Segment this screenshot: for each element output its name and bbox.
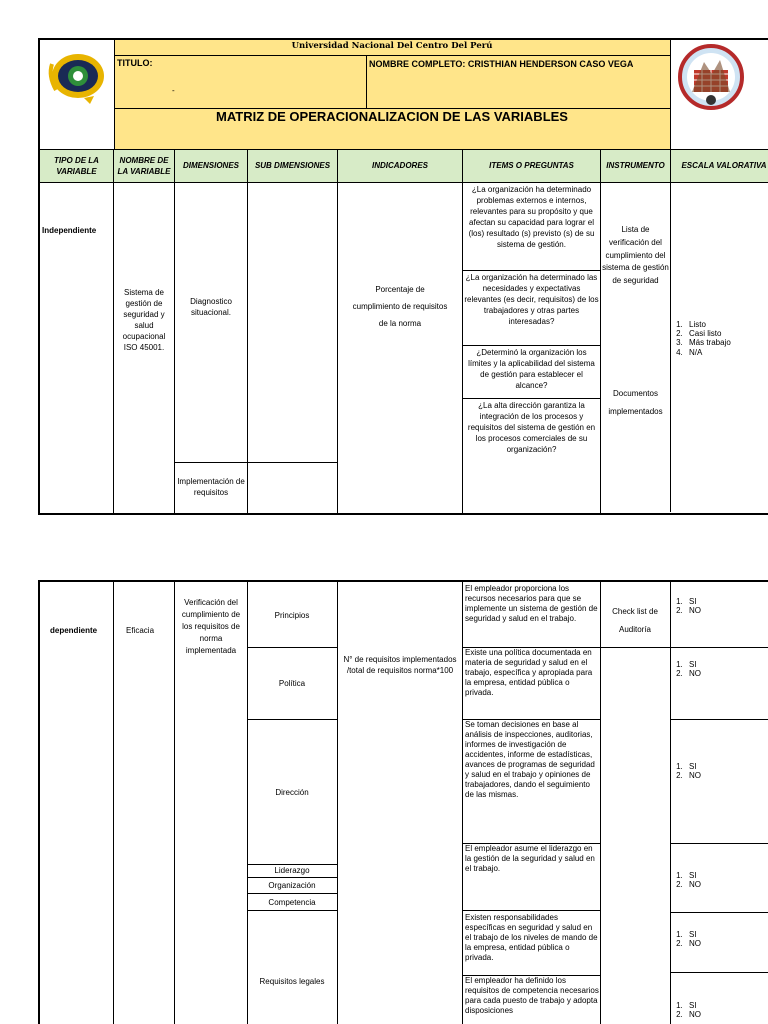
col-escala: ESCALA VALORATIVA bbox=[670, 150, 768, 183]
university-logo bbox=[44, 46, 108, 106]
col-dimensiones: DIMENSIONES bbox=[174, 150, 247, 183]
item-2: ¿La organización ha determinado las necesidades y expectativas relevantes (es decir, requisitos) de los trabajadores y otras partes interesadas? bbox=[464, 273, 599, 327]
escala-item: 1. Listo bbox=[685, 320, 768, 329]
university-name: Universidad Nacional Del Centro Del Perú bbox=[291, 41, 493, 51]
dimension-verificacion: Verificación del cumplimiento de los requisitos de norma implementada bbox=[181, 598, 241, 655]
escala-si: 1. SI bbox=[685, 1001, 701, 1010]
dimension-implementacion: Implementación de requisitos bbox=[177, 477, 245, 498]
col-items: ITEMS O PREGUNTAS bbox=[462, 150, 600, 183]
col-indicadores: INDICADORES bbox=[337, 150, 462, 183]
indicador: Porcentaje de cumplimiento de requisitos de la norma bbox=[352, 285, 448, 328]
escala-no: 2. NO bbox=[685, 1010, 701, 1019]
subdim-organizacion: Organización bbox=[268, 881, 316, 890]
escala-item: 2. Casi listo bbox=[685, 329, 768, 338]
escala-no: 2. NO bbox=[685, 606, 701, 615]
tipo-variable-2: dependiente bbox=[50, 626, 98, 635]
escala-item: 4. N/A bbox=[685, 348, 768, 357]
titulo-label: TITULO: bbox=[117, 58, 153, 68]
indicador-2: N° de requisitos implementados /total de requisitos norma*100 bbox=[343, 655, 457, 676]
escala-si: 1. SI bbox=[685, 660, 701, 669]
escala-no: 2. NO bbox=[685, 771, 701, 780]
instrumento-lista: Lista de verificación del cumplimiento del sistema de gestión de seguridad bbox=[602, 225, 669, 286]
escala-block bbox=[674, 762, 701, 780]
nombre-variable: Sistema de gestión de seguridad y salud ocupacional ISO 45001. bbox=[122, 288, 166, 353]
subdim-politica: Política bbox=[278, 679, 306, 688]
tipo-variable: Independiente bbox=[42, 226, 97, 235]
item2-4: El empleador asume el liderazgo en la gestión de la seguridad y salud en el trabajo. bbox=[465, 844, 595, 873]
subdim-requisitos-legales: Requisitos legales bbox=[259, 977, 325, 986]
escala-item: 3. Más trabajo bbox=[685, 338, 768, 347]
item2-1: El empleador proporciona los recursos necesarios para que se implemente un sistema de gestión de seguridad y salud en el trabajo. bbox=[465, 584, 598, 623]
col-tipo: TIPO DE LA VARIABLE bbox=[54, 155, 99, 176]
escala-no: 2. NO bbox=[685, 669, 701, 678]
item2-6: El empleador ha definido los requisitos de competencia necesarios para cada puesto de trabajo y adopta disposiciones bbox=[465, 976, 599, 1015]
escala-block bbox=[674, 871, 701, 889]
item2-2: Existe una política documentada en materia de seguridad y salud en el trabajo, específica y apropiada para la empresa, entidad pública o privada. bbox=[465, 648, 593, 697]
instrumento-documentos: Documentos implementados bbox=[608, 389, 663, 417]
escala-valorativa bbox=[674, 320, 768, 357]
escala-si: 1. SI bbox=[685, 762, 701, 771]
escala-si: 1. SI bbox=[685, 597, 701, 606]
col-subdimensiones: SUB DIMENSIONES bbox=[247, 150, 337, 183]
item-4: ¿La alta dirección garantiza la integración de los procesos y requisitos del sistema de gestión en los procesos comerciales de su organización? bbox=[467, 401, 596, 455]
subdim-competencia: Competencia bbox=[268, 898, 316, 907]
item-1: ¿La organización ha determinado problemas externos e internos, relevantes para su propósito y que afectan su capacidad para lograr el (los) resultado (s) previsto (s) de su sistema de gestión. bbox=[468, 185, 595, 250]
escala-si: 1. SI bbox=[685, 871, 701, 880]
escala-no: 2. NO bbox=[685, 939, 701, 948]
escala-block bbox=[674, 597, 701, 615]
faculty-seal bbox=[674, 44, 748, 110]
page-title: MATRIZ DE OPERACIONALIZACION DE LAS VARIABLES bbox=[216, 109, 568, 124]
escala-block bbox=[674, 660, 701, 678]
item-3: ¿Determinó la organización los límites y la aplicabilidad del sistema de gestión para establecer el alcance? bbox=[468, 348, 595, 391]
dimension-diagnostico: Diagnostico situacional. bbox=[190, 297, 232, 318]
item2-3: Se toman decisiones en base al análisis de inspecciones, auditorias, informes de investigación de accidentes, informe de estadísticas, avances de programas de seguridad y salud en el trabajo y opiniones de trabajadores, dando el seguimiento de las mismas. bbox=[465, 720, 595, 799]
instrumento-checklist: Check list de Auditoría bbox=[612, 607, 658, 634]
titulo-value: - bbox=[172, 86, 175, 95]
subdim-principios: Principios bbox=[274, 611, 310, 620]
nombre-variable-2: Eficacia bbox=[126, 626, 155, 635]
col-nombre: NOMBRE DE LA VARIABLE bbox=[113, 150, 174, 183]
subdim-liderazgo: Liderazgo bbox=[274, 866, 310, 875]
subdim-direccion: Dirección bbox=[275, 788, 309, 797]
escala-no: 2. NO bbox=[685, 880, 701, 889]
item2-5: Existen responsabilidades específicas en seguridad y salud en el trabajo de los niveles de mando de la empresa, entidad pública o privada. bbox=[465, 913, 598, 962]
escala-block bbox=[674, 930, 701, 948]
escala-block bbox=[674, 1001, 701, 1019]
escala-si: 1. SI bbox=[685, 930, 701, 939]
nombre-completo: NOMBRE COMPLETO: CRISTHIAN HENDERSON CASO VEGA bbox=[369, 59, 634, 69]
col-instrumento: INSTRUMENTO bbox=[600, 150, 670, 183]
